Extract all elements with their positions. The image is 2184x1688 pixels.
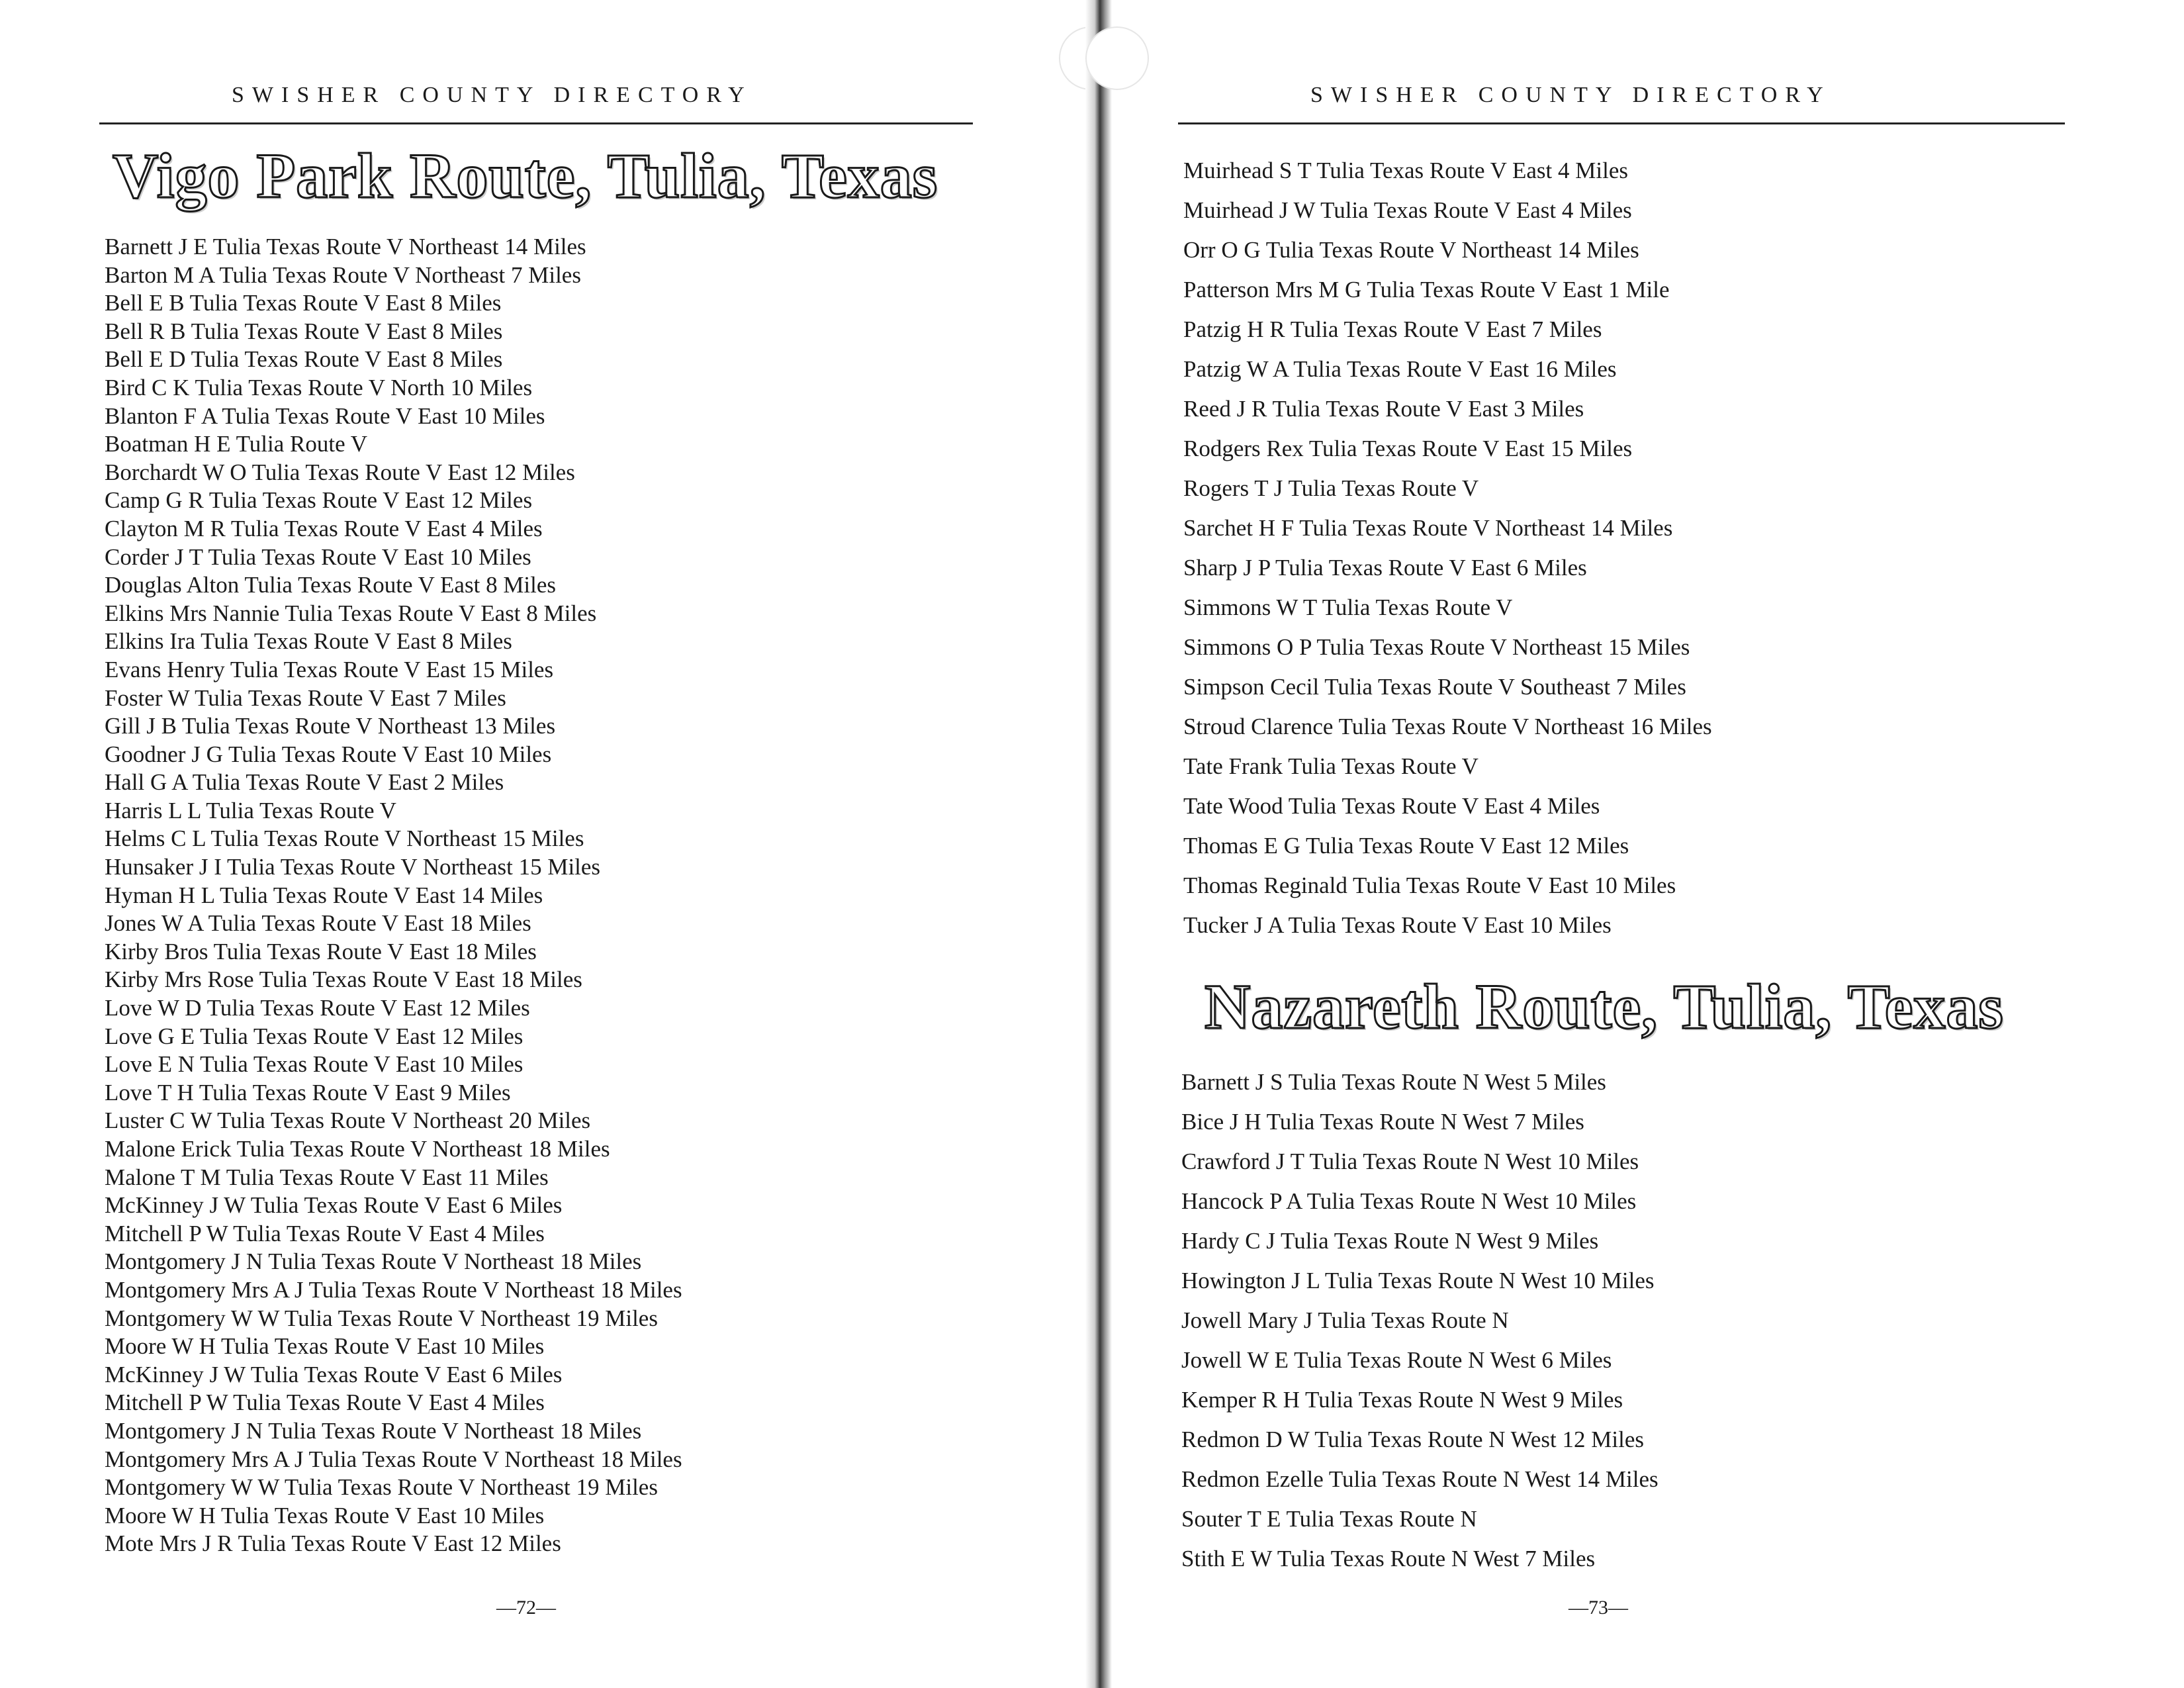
header-rule: [1178, 122, 2065, 124]
directory-entry: Montgomery J N Tulia Texas Route V Northeast 18 Miles: [105, 1248, 642, 1275]
directory-entry: Rodgers Rex Tulia Texas Route V East 15 Miles: [1183, 436, 1633, 461]
directory-entry: Jones W A Tulia Texas Route V East 18 Miles: [105, 910, 531, 937]
directory-entry: Muirhead S T Tulia Texas Route V East 4 Miles: [1183, 158, 1628, 183]
directory-entry: Evans Henry Tulia Texas Route V East 15 Miles: [105, 656, 554, 682]
directory-entry: Corder J T Tulia Texas Route V East 10 Miles: [105, 543, 531, 570]
directory-entry: Douglas Alton Tulia Texas Route V East 8 Miles: [105, 572, 557, 598]
directory-entry: Barton M A Tulia Texas Route V Northeast 7 Miles: [105, 261, 581, 288]
directory-entry: Hyman H L Tulia Texas Route V East 14 Miles: [105, 882, 543, 908]
directory-entry: Tucker J A Tulia Texas Route V East 10 Miles: [1183, 912, 1612, 938]
section-title: Vigo Park Route, Tulia, Texas: [113, 140, 938, 211]
running-head: SWISHER COUNTY DIRECTORY: [1310, 83, 1831, 107]
directory-entry: Mitchell P W Tulia Texas Route V East 4 Miles: [105, 1220, 545, 1246]
punch-hole: [1085, 26, 1149, 90]
directory-entry: Elkins Ira Tulia Texas Route V East 8 Miles: [105, 628, 512, 655]
directory-list: [105, 233, 682, 1558]
directory-entry: Patzig W A Tulia Texas Route V East 16 Miles: [1183, 356, 1617, 382]
directory-entry: McKinney J W Tulia Texas Route V East 6 Miles: [105, 1192, 563, 1219]
directory-entry: Rogers T J Tulia Texas Route V: [1183, 475, 1479, 501]
directory-entry: Simmons O P Tulia Texas Route V Northeast 15 Miles: [1183, 634, 1690, 660]
directory-entry: Moore W H Tulia Texas Route V East 10 Miles: [105, 1502, 545, 1528]
directory-entry: Love E N Tulia Texas Route V East 10 Miles: [105, 1051, 523, 1078]
page-number: —73—: [1569, 1597, 1628, 1618]
directory-entry: Patzig H R Tulia Texas Route V East 7 Miles: [1183, 316, 1602, 342]
directory-entry: Simpson Cecil Tulia Texas Route V Southeast 7 Miles: [1183, 674, 1686, 700]
directory-entry: Kemper R H Tulia Texas Route N West 9 Miles: [1181, 1387, 1623, 1413]
directory-entry: Kirby Mrs Rose Tulia Texas Route V East 18 Miles: [105, 966, 582, 993]
section-title: Nazareth Route, Tulia, Texas: [1205, 971, 2004, 1042]
directory-list: [1181, 1062, 1659, 1579]
directory-entry: Stroud Clarence Tulia Texas Route V Northeast 16 Miles: [1183, 714, 1712, 739]
book-gutter: [1085, 0, 1112, 1688]
directory-entry: Gill J B Tulia Texas Route V Northeast 13 Miles: [105, 713, 556, 739]
directory-entry: Hunsaker J I Tulia Texas Route V Northeast 15 Miles: [105, 854, 601, 880]
page-number: —72—: [496, 1597, 556, 1618]
directory-entry: Mote Mrs J R Tulia Texas Route V East 12 Miles: [105, 1530, 561, 1557]
directory-entry: Crawford J T Tulia Texas Route N West 10 Miles: [1181, 1149, 1639, 1174]
directory-entry: Jowell W E Tulia Texas Route N West 6 Miles: [1181, 1347, 1612, 1373]
directory-entry: Hardy C J Tulia Texas Route N West 9 Miles: [1181, 1228, 1599, 1254]
directory-entry: Montgomery J N Tulia Texas Route V Northeast 18 Miles: [105, 1417, 642, 1444]
directory-entry: Mitchell P W Tulia Texas Route V East 4 Miles: [105, 1389, 545, 1416]
directory-entry: Howington J L Tulia Texas Route N West 10 Miles: [1181, 1268, 1655, 1293]
directory-entry: Muirhead J W Tulia Texas Route V East 4 Miles: [1183, 197, 1632, 223]
directory-entry: Sharp J P Tulia Texas Route V East 6 Miles: [1183, 555, 1587, 581]
directory-entry: Orr O G Tulia Texas Route V Northeast 14 Miles: [1183, 237, 1639, 263]
directory-entry: Elkins Mrs Nannie Tulia Texas Route V East 8 Miles: [105, 600, 597, 626]
directory-entry: Barnett J E Tulia Texas Route V Northeast 14 Miles: [105, 234, 586, 259]
directory-list: [1183, 151, 1712, 945]
directory-entry: Malone T M Tulia Texas Route V East 11 Miles: [105, 1164, 549, 1190]
directory-entry: Thomas Reginald Tulia Texas Route V East 10 Miles: [1183, 872, 1676, 898]
directory-entry: Boatman H E Tulia Route V: [105, 431, 368, 457]
directory-entry: Thomas E G Tulia Texas Route V East 12 Miles: [1183, 833, 1629, 859]
directory-entry: Goodner J G Tulia Texas Route V East 10 Miles: [105, 741, 552, 767]
directory-entry: Moore W H Tulia Texas Route V East 10 Miles: [105, 1333, 545, 1360]
directory-entry: Borchardt W O Tulia Texas Route V East 12 Miles: [105, 459, 575, 485]
directory-entry: Clayton M R Tulia Texas Route V East 4 Miles: [105, 515, 543, 541]
directory-entry: Love W D Tulia Texas Route V East 12 Miles: [105, 995, 530, 1021]
directory-entry: Tate Wood Tulia Texas Route V East 4 Miles: [1183, 793, 1600, 819]
directory-entry: Simmons W T Tulia Texas Route V: [1183, 594, 1513, 620]
directory-entry: Blanton F A Tulia Texas Route V East 10 Miles: [105, 402, 545, 429]
right-page: [1112, 0, 2184, 1688]
directory-entry: Foster W Tulia Texas Route V East 7 Miles: [105, 684, 506, 711]
directory-entry: Hall G A Tulia Texas Route V East 2 Miles: [105, 769, 504, 796]
directory-entry: Patterson Mrs M G Tulia Texas Route V East 1 Mile: [1183, 277, 1670, 303]
directory-entry: Bice J H Tulia Texas Route N West 7 Miles: [1181, 1109, 1584, 1135]
directory-entry: Bell R B Tulia Texas Route V East 8 Miles: [105, 318, 503, 344]
directory-entry: McKinney J W Tulia Texas Route V East 6 Miles: [105, 1361, 563, 1387]
directory-entry: Sarchet H F Tulia Texas Route V Northeast 14 Miles: [1183, 515, 1673, 541]
directory-entry: Hancock P A Tulia Texas Route N West 10 Miles: [1181, 1188, 1637, 1214]
directory-entry: Harris L L Tulia Texas Route V: [105, 797, 396, 823]
directory-entry: Luster C W Tulia Texas Route V Northeast 20 Miles: [105, 1107, 591, 1134]
directory-entry: Stith E W Tulia Texas Route N West 7 Miles: [1181, 1546, 1596, 1571]
directory-entry: Reed J R Tulia Texas Route V East 3 Miles: [1183, 396, 1584, 422]
directory-entry: Barnett J S Tulia Texas Route N West 5 Miles: [1181, 1069, 1606, 1095]
directory-entry: Tate Frank Tulia Texas Route V: [1183, 753, 1479, 779]
directory-entry: Malone Erick Tulia Texas Route V Northeast 18 Miles: [105, 1136, 610, 1162]
directory-entry: Redmon D W Tulia Texas Route N West 12 Miles: [1181, 1427, 1644, 1452]
directory-entry: Montgomery W W Tulia Texas Route V Northeast 19 Miles: [105, 1474, 658, 1501]
directory-entry: Kirby Bros Tulia Texas Route V East 18 Miles: [105, 938, 537, 964]
header-rule: [99, 122, 973, 124]
directory-entry: Bell E D Tulia Texas Route V East 8 Miles: [105, 346, 503, 373]
directory-entry: Montgomery Mrs A J Tulia Texas Route V Northeast 18 Miles: [105, 1446, 682, 1472]
directory-entry: Bell E B Tulia Texas Route V East 8 Miles: [105, 290, 502, 316]
directory-entry: Bird C K Tulia Texas Route V North 10 Miles: [105, 374, 533, 400]
directory-entry: Souter T E Tulia Texas Route N: [1181, 1506, 1477, 1532]
directory-entry: Montgomery Mrs A J Tulia Texas Route V Northeast 18 Miles: [105, 1276, 682, 1303]
running-head: SWISHER COUNTY DIRECTORY: [232, 83, 752, 107]
left-page: [0, 0, 1085, 1688]
directory-entry: Redmon Ezelle Tulia Texas Route N West 14 Miles: [1181, 1466, 1659, 1492]
directory-entry: Love T H Tulia Texas Route V East 9 Miles: [105, 1079, 511, 1105]
directory-entry: Love G E Tulia Texas Route V East 12 Miles: [105, 1023, 523, 1049]
directory-entry: Jowell Mary J Tulia Texas Route N: [1181, 1307, 1509, 1333]
directory-entry: Montgomery W W Tulia Texas Route V Northeast 19 Miles: [105, 1305, 658, 1331]
directory-entry: Camp G R Tulia Texas Route V East 12 Miles: [105, 487, 533, 514]
directory-entry: Helms C L Tulia Texas Route V Northeast 15 Miles: [105, 825, 584, 852]
